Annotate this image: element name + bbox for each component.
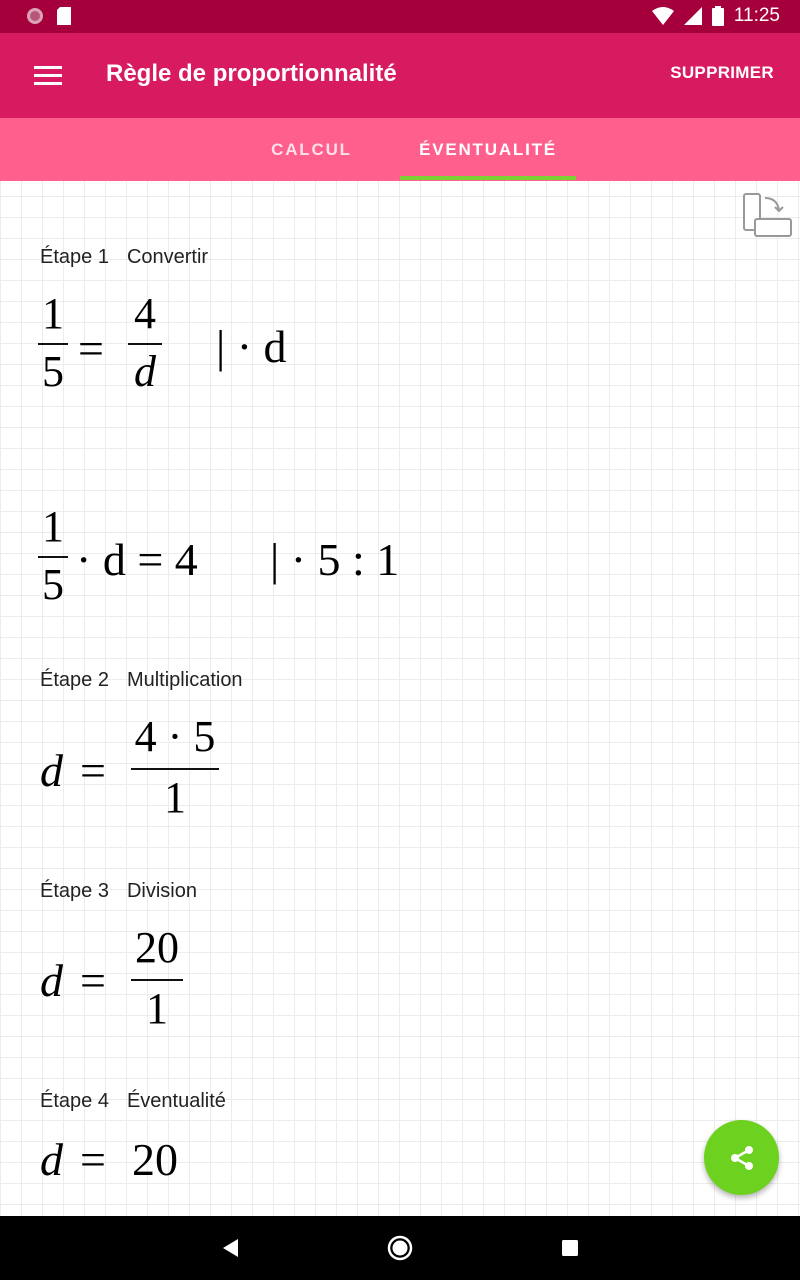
eq1-frac1-numerator: 1: [42, 289, 64, 338]
back-button[interactable]: [214, 1232, 246, 1264]
status-time: 11:25: [733, 5, 780, 26]
eq5-value: 20: [132, 1134, 178, 1185]
tab-indicator: [400, 176, 576, 180]
scrolled-equation-fragment: [40, 181, 160, 187]
sd-card-icon: [56, 7, 72, 25]
eq1-operation: | · d: [216, 321, 287, 372]
recents-button[interactable]: [554, 1232, 586, 1264]
wifi-icon: [652, 7, 674, 25]
eq5-lhs: d: [40, 1134, 63, 1185]
step-2-label: [40, 669, 243, 692]
eq2-frac-numerator: 1: [42, 502, 64, 551]
recents-icon: [561, 1239, 579, 1257]
eq1-equals: =: [78, 323, 104, 374]
step-3-number: Étape 3: [40, 880, 109, 902]
eq1-fraction-1: [38, 289, 68, 396]
eq5-equals: =: [80, 1134, 106, 1185]
fraction-bar: [38, 556, 68, 558]
step-1-name: Convertir: [126, 246, 209, 268]
eq2-operation: | · 5 : 1: [270, 534, 400, 585]
home-icon: [387, 1235, 413, 1261]
share-icon: [729, 1145, 755, 1171]
signal-icon: [684, 7, 702, 25]
status-bar: [0, 0, 800, 33]
step-1-label: [40, 246, 208, 269]
back-icon: [220, 1237, 240, 1259]
eq2-frac-denominator: 5: [42, 560, 64, 609]
fraction-bar: [131, 979, 183, 981]
step-2-number: Étape 2: [40, 669, 109, 691]
eq1-frac1-denominator: 5: [42, 347, 64, 396]
fraction-bar: [128, 343, 162, 345]
tab-bar: [0, 118, 800, 181]
step-4-label: [40, 1090, 226, 1113]
eq4-lhs: d: [40, 955, 63, 1006]
eq3-fraction: [131, 712, 219, 822]
eq3-equals: =: [80, 745, 106, 796]
notification-dot-icon: [26, 7, 44, 25]
menu-button[interactable]: [28, 55, 68, 95]
navigation-bar: [0, 1216, 800, 1280]
step-3-name: Division: [126, 880, 197, 902]
eq4-numerator: 20: [135, 923, 179, 972]
eq4-equals: =: [80, 955, 106, 1006]
tab-calcul[interactable]: CALCUL: [271, 139, 352, 159]
rotate-screen-icon[interactable]: [741, 192, 795, 242]
eq1-fraction-2: [128, 289, 162, 396]
steps-content[interactable]: [0, 181, 800, 1216]
app-bar: [0, 33, 800, 118]
eq1-frac2-numerator: 4: [134, 289, 156, 338]
eq2-fraction: [38, 502, 68, 609]
app-title: Règle de proportionnalité: [106, 60, 397, 87]
eq4-denominator: 1: [146, 984, 168, 1033]
tab-eventualite[interactable]: ÉVENTUALITÉ: [419, 139, 557, 159]
step-3-label: [40, 880, 197, 903]
home-button[interactable]: [384, 1232, 416, 1264]
eq3-denominator: 1: [164, 773, 186, 822]
eq3-lhs: d: [40, 745, 63, 796]
step-1-number: Étape 1: [40, 246, 109, 268]
fraction-bar: [38, 343, 68, 345]
delete-button[interactable]: SUPPRIMER: [670, 63, 774, 82]
battery-icon: [712, 6, 724, 26]
hamburger-menu-icon: [34, 65, 62, 85]
share-button[interactable]: [704, 1120, 779, 1195]
fraction-bar: [131, 768, 219, 770]
step-2-name: Multiplication: [126, 669, 243, 691]
eq2-rest: · d = 4: [76, 534, 198, 585]
eq1-frac2-denominator: d: [134, 347, 156, 396]
eq3-numerator: 4 · 5: [134, 712, 216, 761]
step-4-number: Étape 4: [40, 1090, 109, 1112]
eq4-fraction: [131, 923, 183, 1033]
step-4-name: Éventualité: [126, 1090, 226, 1112]
